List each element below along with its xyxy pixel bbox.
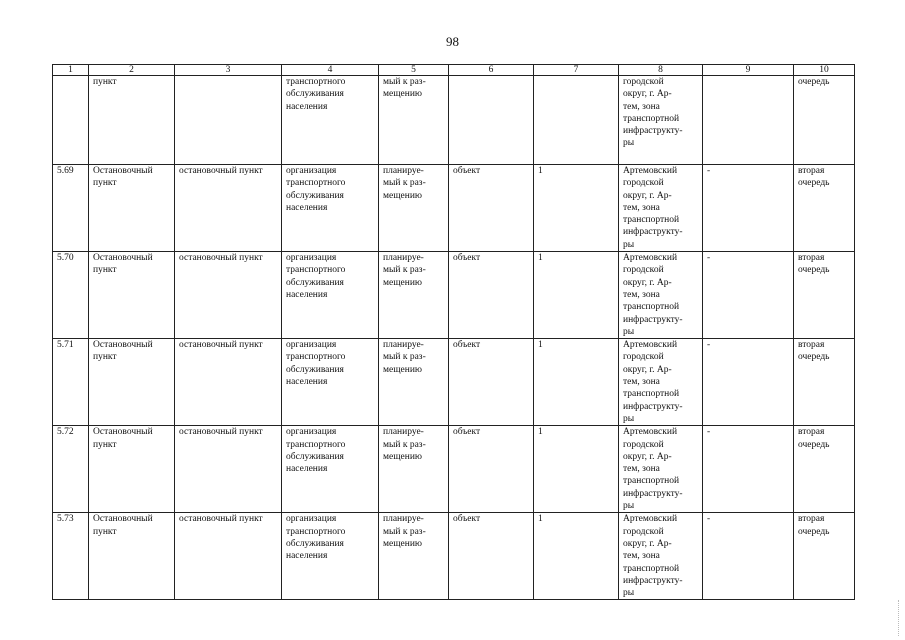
cell-purpose: организация транспортного обслуживания населения <box>282 339 379 426</box>
cell-type: остановочный пункт <box>175 165 282 252</box>
cell-purpose: организация транспортного обслуживания населения <box>282 426 379 513</box>
table-row <box>53 513 855 600</box>
header-cell-6: 6 <box>449 65 534 76</box>
cell-zone: - <box>703 513 794 600</box>
header-cell-10: 10 <box>794 65 855 76</box>
cell-zone: - <box>703 426 794 513</box>
cell-quantity: 1 <box>534 165 619 252</box>
cell-type: остановочный пункт <box>175 426 282 513</box>
cell-type <box>175 76 282 165</box>
cell-number: 5.73 <box>53 513 89 600</box>
cell-zone: - <box>703 165 794 252</box>
cell-stage: вторая очередь <box>794 339 855 426</box>
table-row <box>53 165 855 252</box>
cell-zone: - <box>703 252 794 339</box>
cell-number: 5.71 <box>53 339 89 426</box>
cell-name: Остановочный пункт <box>89 513 175 600</box>
cell-number: 5.69 <box>53 165 89 252</box>
cell-name: Остановочный пункт <box>89 165 175 252</box>
cell-type: остановочный пункт <box>175 513 282 600</box>
cell-unit: объект <box>449 339 534 426</box>
header-cell-8: 8 <box>619 65 703 76</box>
cell-location: Артемовский городской округ, г. Ар- тем, зона транспортной инфраструкту- ры <box>619 252 703 339</box>
cell-stage: вторая очередь <box>794 426 855 513</box>
cell-purpose: организация транспортного обслуживания населения <box>282 513 379 600</box>
scan-edge-marks <box>898 600 902 636</box>
cell-status: планируе- мый к раз- мещению <box>379 252 449 339</box>
cell-number: 5.72 <box>53 426 89 513</box>
continuation-row <box>53 76 855 165</box>
cell-type: остановочный пункт <box>175 339 282 426</box>
cell-location: Артемовский городской округ, г. Ар- тем, зона транспортной инфраструкту- ры <box>619 513 703 600</box>
cell-unit: объект <box>449 252 534 339</box>
cell-number: 5.70 <box>53 252 89 339</box>
header-cell-3: 3 <box>175 65 282 76</box>
cell-quantity: 1 <box>534 252 619 339</box>
cell-stage: вторая очередь <box>794 513 855 600</box>
cell-name: Остановочный пункт <box>89 252 175 339</box>
header-cell-7: 7 <box>534 65 619 76</box>
cell-unit: объект <box>449 426 534 513</box>
cell-type: остановочный пункт <box>175 252 282 339</box>
cell-quantity <box>534 76 619 165</box>
cell-status: мый к раз- мещению <box>379 76 449 165</box>
cell-name: Остановочный пункт <box>89 339 175 426</box>
cell-status: планируе- мый к раз- мещению <box>379 513 449 600</box>
cell-location: Артемовский городской округ, г. Ар- тем, зона транспортной инфраструкту- ры <box>619 426 703 513</box>
cell-location: Артемовский городской округ, г. Ар- тем, зона транспортной инфраструкту- ры <box>619 339 703 426</box>
cell-status: планируе- мый к раз- мещению <box>379 339 449 426</box>
cell-unit: объект <box>449 513 534 600</box>
page-number: 98 <box>446 34 459 49</box>
header-cell-9: 9 <box>703 65 794 76</box>
cell-number <box>53 76 89 165</box>
cell-zone <box>703 76 794 165</box>
cell-unit <box>449 76 534 165</box>
cell-quantity: 1 <box>534 513 619 600</box>
cell-status: планируе- мый к раз- мещению <box>379 426 449 513</box>
header-cell-1: 1 <box>53 65 89 76</box>
cell-name: Остановочный пункт <box>89 426 175 513</box>
cell-zone: - <box>703 339 794 426</box>
cell-status: планируе- мый к раз- мещению <box>379 165 449 252</box>
cell-stage: вторая очередь <box>794 165 855 252</box>
cell-purpose: организация транспортного обслуживания населения <box>282 165 379 252</box>
header-cell-4: 4 <box>282 65 379 76</box>
table-row <box>53 339 855 426</box>
cell-purpose: транспортного обслуживания населения <box>282 76 379 165</box>
header-cell-2: 2 <box>89 65 175 76</box>
table-row <box>53 252 855 339</box>
cell-quantity: 1 <box>534 339 619 426</box>
cell-name: пункт <box>89 76 175 165</box>
cell-unit: объект <box>449 165 534 252</box>
cell-quantity: 1 <box>534 426 619 513</box>
cell-location: Артемовский городской округ, г. Ар- тем, зона транспортной инфраструкту- ры <box>619 165 703 252</box>
cell-location: городской округ, г. Ар- тем, зона транспортной инфраструкту- ры <box>619 76 703 165</box>
header-row <box>53 65 855 76</box>
cell-stage: вторая очередь <box>794 252 855 339</box>
cell-purpose: организация транспортного обслуживания населения <box>282 252 379 339</box>
table-row <box>53 426 855 513</box>
header-cell-5: 5 <box>379 65 449 76</box>
cell-stage: очередь <box>794 76 855 165</box>
objects-table <box>52 64 855 600</box>
